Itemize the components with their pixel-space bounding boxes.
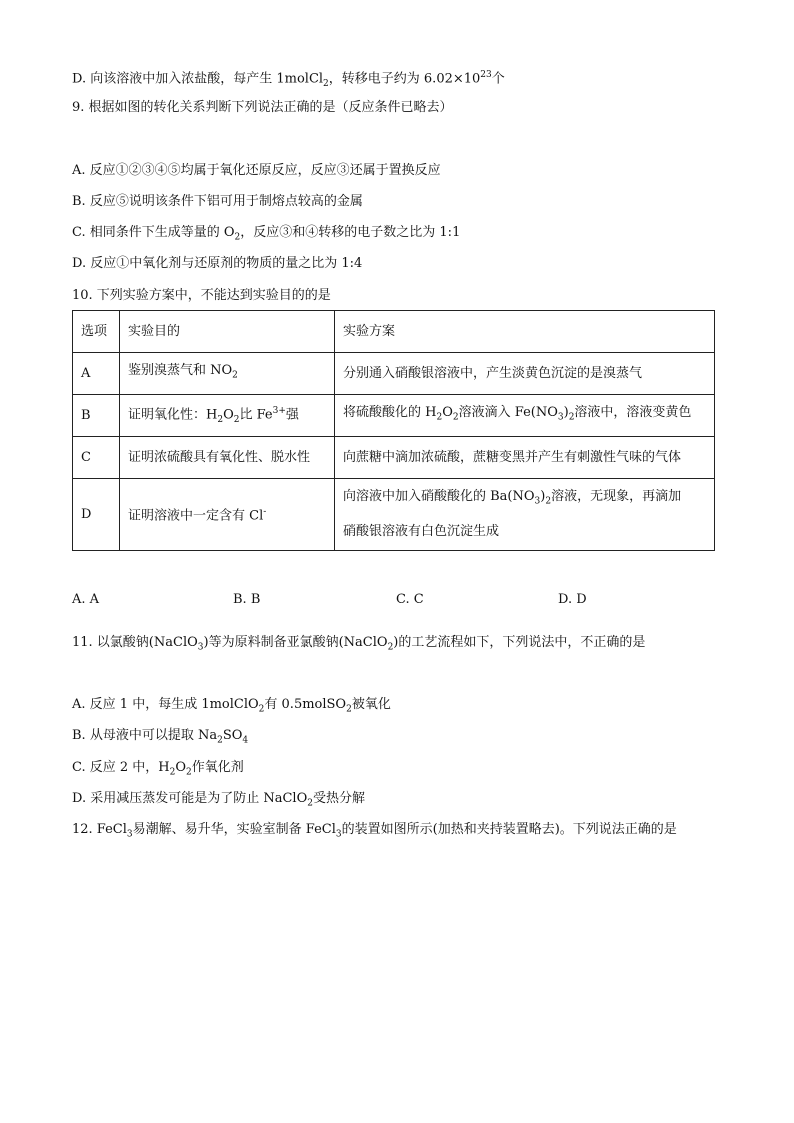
header-plan: 实验方案 <box>335 311 715 353</box>
q11-option-text: D. 采用减压蒸发可能是为了防止 NaClO <box>72 791 308 806</box>
q9-stem: 9. 根据如图的转化关系判断下列说法正确的是（反应条件已略去） <box>72 100 453 115</box>
cell-text: 将硫酸酸化的 H <box>343 405 437 421</box>
row-plan <box>335 479 715 551</box>
cell-text: 溶液滴入 Fe(NO <box>458 405 558 421</box>
answer-option-a: A. A <box>72 592 100 607</box>
subscript: 2 <box>307 798 313 809</box>
q11-option-text: A. 反应 1 中，每生成 1molClO <box>72 697 259 712</box>
cell-text: ) <box>540 489 546 505</box>
q10-stem: 10. 下列实验方案中，不能达到实验目的的是 <box>72 288 331 303</box>
table-row <box>73 479 715 551</box>
cell-text: 鉴别溴蒸气和 NO <box>128 363 233 379</box>
q11-option-text: 作氧化剂 <box>191 760 244 775</box>
q11-stem-text: 11. 以氯酸钠(NaClO <box>72 635 198 650</box>
subscript: 2 <box>217 735 223 746</box>
row-plan: 向蔗糖中滴加浓硫酸，蔗糖变黑并产生有刺激性气味的气体 <box>335 437 715 479</box>
subscript: 3 <box>557 412 564 423</box>
q8-option-d-text: 个 <box>491 71 505 87</box>
q11-stem-text: )等为原料制备亚氯酸钠(NaClO <box>203 635 388 650</box>
q9-option-d: D. 反应①中氧化剂与还原剂的物质的量之比为 1:4 <box>72 256 363 271</box>
cell-text: 强 <box>285 407 299 423</box>
q11-option-text: SO <box>222 728 243 743</box>
q12-stem-text: 的装置如图所示(加热和夹持装置略去)。下列说法正确的是 <box>341 822 677 837</box>
row-plan: 分别通入硝酸银溶液中，产生淡黄色沉淀的是溴蒸气 <box>335 353 715 395</box>
superscript: - <box>263 507 267 518</box>
subscript: 3 <box>534 496 541 507</box>
q8-option-d-text: D. 向该溶液中加入浓盐酸，每产生 1molCl <box>72 71 324 87</box>
table-row <box>73 353 715 395</box>
subscript: 2 <box>232 370 238 381</box>
subscript: 2 <box>234 232 241 243</box>
table-row <box>73 395 715 437</box>
subscript: 3 <box>197 642 204 653</box>
row-goal: 证明浓硫酸具有氧化性、脱水性 <box>120 437 335 479</box>
row-option: B <box>73 395 120 437</box>
row-option: C <box>73 437 120 479</box>
row-plan <box>335 395 715 437</box>
row-option: A <box>73 353 120 395</box>
q8-option-d <box>72 66 505 93</box>
subscript: 2 <box>436 412 443 423</box>
q11-option-text: 有 0.5molSO <box>264 697 347 712</box>
subscript: 2 <box>233 414 240 425</box>
subscript: 2 <box>545 496 552 507</box>
subscript: 2 <box>346 704 352 715</box>
q10-table <box>72 310 715 551</box>
q11-option-text: 受热分解 <box>312 791 365 806</box>
q9-option-c-text: ，反应③和④转移的电子数之比为 1:1 <box>240 225 461 240</box>
subscript: 2 <box>568 412 575 423</box>
q11-option-c <box>72 759 244 782</box>
header-option: 选项 <box>73 311 120 353</box>
cell-text: 溶液，无现象，再滴加 <box>551 489 682 505</box>
plan-line-2: 硝酸银溶液有白色沉淀生成 <box>343 523 500 539</box>
q11-option-text: C. 反应 2 中，H <box>72 760 170 775</box>
q9-option-c <box>72 224 460 247</box>
q12-stem <box>72 821 677 844</box>
subscript: 2 <box>217 414 224 425</box>
cell-text: 证明氧化性：H <box>128 407 218 423</box>
q9-option-c-text: C. 相同条件下生成等量的 O <box>72 225 235 240</box>
q9-option-b: B. 反应⑤说明该条件下铝可用于制熔点较高的金属 <box>72 194 363 209</box>
row-goal <box>120 395 335 437</box>
subscript: 2 <box>169 767 176 778</box>
answer-option-b: B. B <box>233 592 261 607</box>
q8-option-d-text: ，转移电子约为 6.02×10 <box>328 71 481 87</box>
subscript: 2 <box>387 642 394 653</box>
subscript: 2 <box>452 412 459 423</box>
cell-text: 比 Fe <box>239 407 273 423</box>
q12-stem-text: 易潮解、易升华，实验室制备 FeCl <box>132 822 336 837</box>
header-goal: 实验目的 <box>120 311 335 353</box>
plan-line-1 <box>343 482 706 517</box>
row-goal <box>120 353 335 395</box>
subscript: 3 <box>126 829 133 840</box>
subscript: 2 <box>258 704 265 715</box>
q11-option-text: 被氧化 <box>351 697 391 712</box>
cell-text: 向溶液中加入硝酸酸化的 Ba(NO <box>343 489 535 505</box>
q11-stem-text: )的工艺流程如下，下列说法中，不正确的是 <box>393 635 646 650</box>
q11-stem <box>72 634 645 657</box>
q11-option-d <box>72 790 365 813</box>
subscript: 2 <box>323 78 329 89</box>
q11-option-text: B. 从母液中可以提取 Na <box>72 728 218 743</box>
subscript: 2 <box>186 767 192 778</box>
row-goal <box>120 479 335 551</box>
row-option: D <box>73 479 120 551</box>
table-row <box>73 437 715 479</box>
answer-option-d: D. D <box>558 592 587 607</box>
answer-option-c: C. C <box>396 592 424 607</box>
cell-text: 证明溶液中一定含有 Cl <box>128 508 264 524</box>
q11-option-b <box>72 727 248 750</box>
q11-option-a <box>72 696 391 719</box>
q10-answer-options <box>72 592 672 610</box>
cell-text: 溶液中，溶液变黄色 <box>574 405 692 421</box>
q11-option-text: O <box>175 760 187 775</box>
cell-text: ) <box>563 405 569 421</box>
cell-text: O <box>223 407 234 423</box>
superscript: 3+ <box>272 406 286 417</box>
superscript: 23 <box>480 70 492 80</box>
subscript: 3 <box>335 829 342 840</box>
subscript: 4 <box>242 735 249 746</box>
cell-text: O <box>442 405 453 421</box>
q12-stem-text: 12. FeCl <box>72 822 127 837</box>
table-header-row <box>73 311 715 353</box>
q9-option-a: A. 反应①②③④⑤均属于氧化还原反应，反应③还属于置换反应 <box>72 163 441 178</box>
